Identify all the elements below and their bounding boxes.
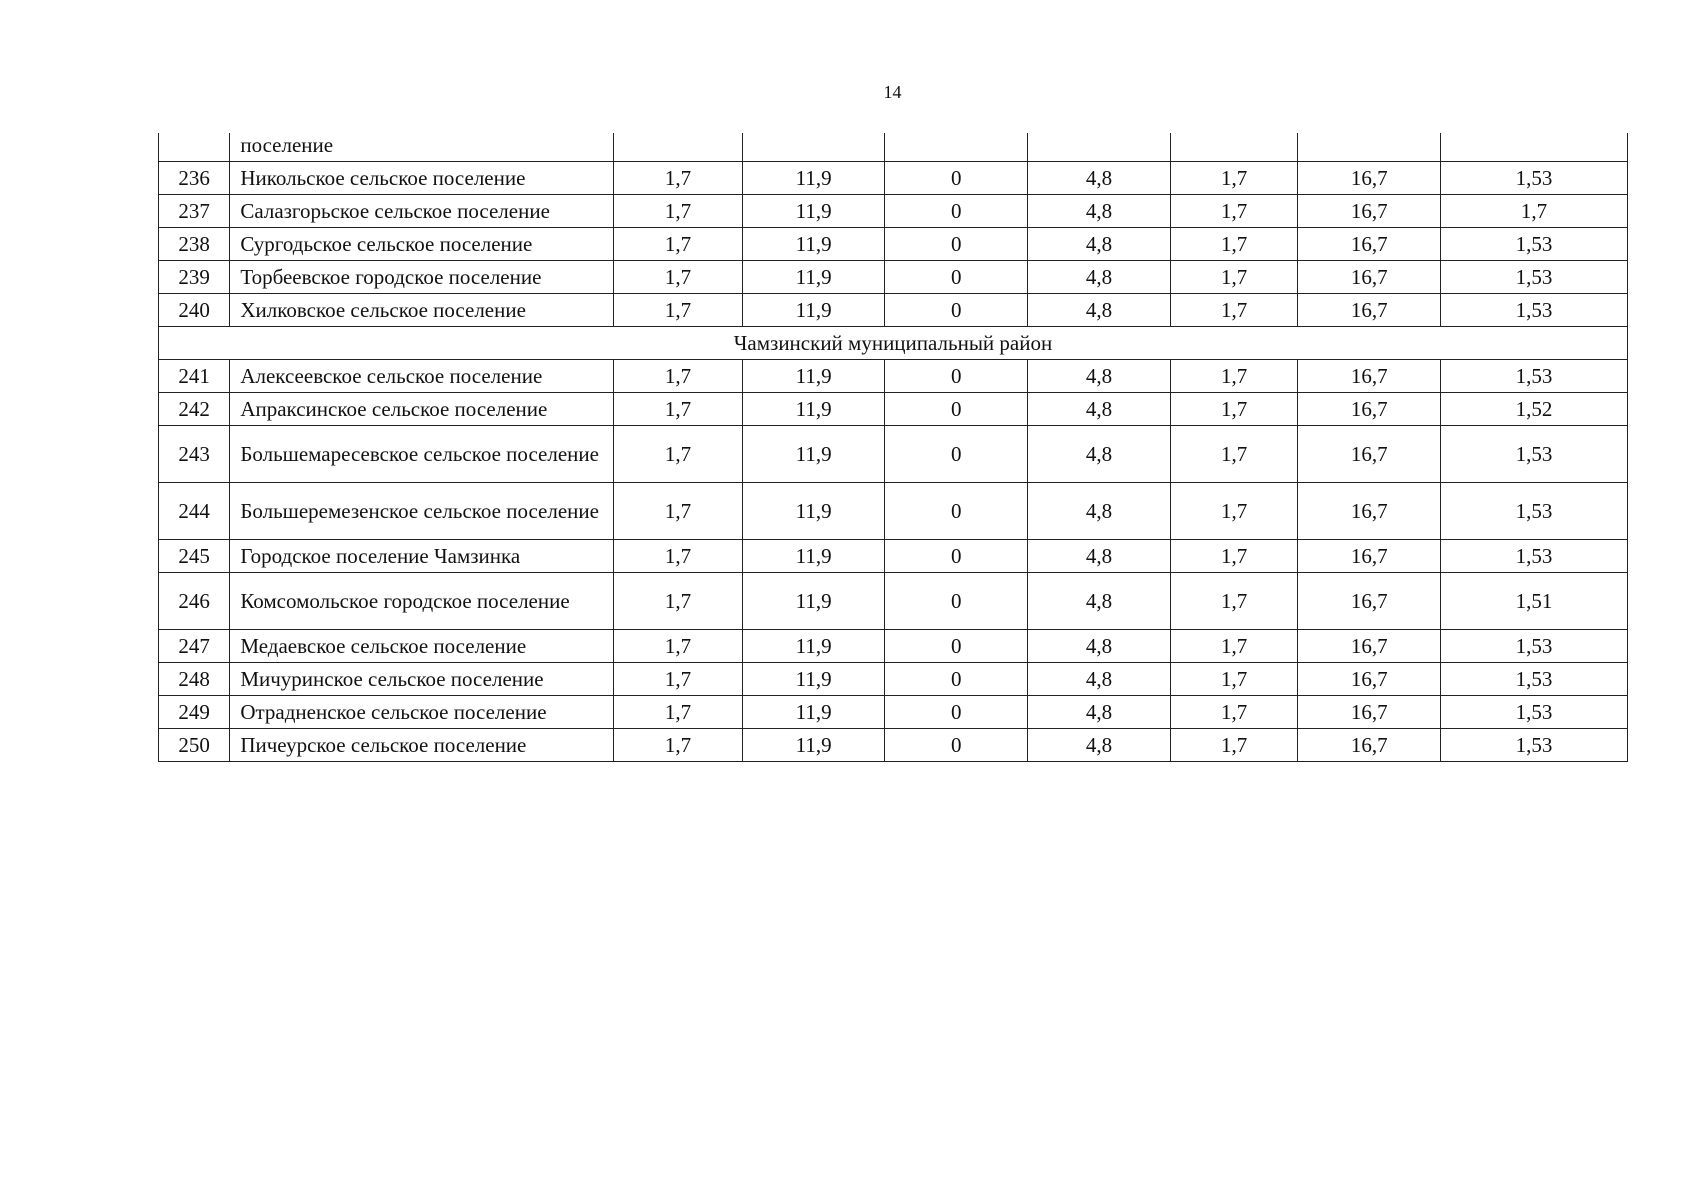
cell-num: 236 — [159, 162, 230, 195]
cell-value-4: 4,8 — [1028, 696, 1171, 729]
cell-value-3: 0 — [885, 663, 1028, 696]
cell-value-7: 1,51 — [1441, 573, 1628, 630]
cell-value-1: 1,7 — [614, 426, 743, 483]
cell-value-2: 11,9 — [742, 360, 885, 393]
table-row — [159, 729, 1628, 762]
cell-value-7: 1,53 — [1441, 360, 1628, 393]
cell-value-5: 1,7 — [1170, 261, 1298, 294]
cell-value-7: 1,7 — [1441, 195, 1628, 228]
cell-value-6: 16,7 — [1298, 294, 1441, 327]
cell-num: 248 — [159, 663, 230, 696]
cell-value-6: 16,7 — [1298, 663, 1441, 696]
cell-value-3: 0 — [885, 426, 1028, 483]
cell-name: Отрадненское сельское поселение — [230, 696, 614, 729]
cell-name: Большеремезенское сельское поселение — [230, 483, 614, 540]
cell-value-1: 1,7 — [614, 663, 743, 696]
cell-num — [159, 133, 230, 162]
cell-name: Салазгорьское сельское поселение — [230, 195, 614, 228]
cell-value-1: 1,7 — [614, 540, 743, 573]
cell-value-7: 1,53 — [1441, 162, 1628, 195]
cell-value-1: 1,7 — [614, 573, 743, 630]
cell-value-4: 4,8 — [1028, 630, 1171, 663]
cell-value-7: 1,53 — [1441, 228, 1628, 261]
page-number: 14 — [883, 82, 902, 102]
cell-name: Большемаресевское сельское поселение — [230, 426, 614, 483]
cell-value-6: 16,7 — [1298, 696, 1441, 729]
cell-value-3: 0 — [885, 228, 1028, 261]
cell-value-4: 4,8 — [1028, 573, 1171, 630]
cell-value-5: 1,7 — [1170, 483, 1298, 540]
cell-value-2: 11,9 — [742, 630, 885, 663]
cell-value-1: 1,7 — [614, 630, 743, 663]
cell-name: Апраксинское сельское поселение — [230, 393, 614, 426]
cell-value-3: 0 — [885, 630, 1028, 663]
table-row — [159, 630, 1628, 663]
table-row — [159, 162, 1628, 195]
cell-value-6: 16,7 — [1298, 573, 1441, 630]
settlements-table — [158, 133, 1628, 762]
cell-value-7: 1,53 — [1441, 261, 1628, 294]
cell-value-2: 11,9 — [742, 663, 885, 696]
cell-value-7: 1,53 — [1441, 696, 1628, 729]
cell-value-7: 1,53 — [1441, 630, 1628, 663]
cell-value-1: 1,7 — [614, 195, 743, 228]
cell-value-5: 1,7 — [1170, 540, 1298, 573]
cell-value-5: 1,7 — [1170, 426, 1298, 483]
cell-value-3: 0 — [885, 729, 1028, 762]
cell-value-2: 11,9 — [742, 426, 885, 483]
table-row — [159, 663, 1628, 696]
cell-value-2: 11,9 — [742, 540, 885, 573]
cell-value-4: 4,8 — [1028, 393, 1171, 426]
cell-value-2: 11,9 — [742, 393, 885, 426]
cell-value-7: 1,52 — [1441, 393, 1628, 426]
cell-value-1: 1,7 — [614, 360, 743, 393]
cell-name: Хилковское сельское поселение — [230, 294, 614, 327]
cell-value-5: 1,7 — [1170, 663, 1298, 696]
cell-value-3: 0 — [885, 195, 1028, 228]
cell-name: Пичеурское сельское поселение — [230, 729, 614, 762]
cell-num: 243 — [159, 426, 230, 483]
cell-num: 249 — [159, 696, 230, 729]
cell-name: поселение — [230, 133, 614, 162]
cell-value-3: 0 — [885, 696, 1028, 729]
cell-value-2: 11,9 — [742, 573, 885, 630]
table-row — [159, 483, 1628, 540]
table-row — [159, 573, 1628, 630]
cell-name: Комсомольское городское поселение — [230, 573, 614, 630]
cell-value-4: 4,8 — [1028, 228, 1171, 261]
cell-value-3: 0 — [885, 573, 1028, 630]
cell-value-4: 4,8 — [1028, 540, 1171, 573]
cell-value-2: 11,9 — [742, 228, 885, 261]
cell-value-1: 1,7 — [614, 261, 743, 294]
cell-value-4: 4,8 — [1028, 195, 1171, 228]
cell-num: 238 — [159, 228, 230, 261]
cell-value-6: 16,7 — [1298, 261, 1441, 294]
cell-value-5: 1,7 — [1170, 573, 1298, 630]
table-row — [159, 294, 1628, 327]
cell-value-3: 0 — [885, 261, 1028, 294]
cell-value-5: 1,7 — [1170, 360, 1298, 393]
cell-value-4: 4,8 — [1028, 261, 1171, 294]
cell-value-6: 16,7 — [1298, 630, 1441, 663]
cell-value-2: 11,9 — [742, 294, 885, 327]
cell-value-1: 1,7 — [614, 228, 743, 261]
cell-value-7: 1,53 — [1441, 294, 1628, 327]
cell-value-6: 16,7 — [1298, 195, 1441, 228]
cell-num: 239 — [159, 261, 230, 294]
cell-value-2: 11,9 — [742, 729, 885, 762]
cell-value-5: 1,7 — [1170, 696, 1298, 729]
table-row — [159, 195, 1628, 228]
cell-value-5: 1,7 — [1170, 630, 1298, 663]
cell-value-5: 1,7 — [1170, 228, 1298, 261]
table-body — [159, 133, 1628, 762]
table-row — [159, 228, 1628, 261]
cell-value-4: 4,8 — [1028, 729, 1171, 762]
cell-value-1: 1,7 — [614, 393, 743, 426]
cell-name: Городское поселение Чамзинка — [230, 540, 614, 573]
cell-value-4: 4,8 — [1028, 663, 1171, 696]
cell-value-6: 16,7 — [1298, 393, 1441, 426]
cell-value-6: 16,7 — [1298, 729, 1441, 762]
cell-value-6: 16,7 — [1298, 483, 1441, 540]
section-row — [159, 327, 1628, 360]
cell-value-3: 0 — [885, 540, 1028, 573]
cell-value-6: 16,7 — [1298, 228, 1441, 261]
cell-num: 247 — [159, 630, 230, 663]
table-row — [159, 261, 1628, 294]
cell-value-7: 1,53 — [1441, 663, 1628, 696]
cell-value-4: 4,8 — [1028, 360, 1171, 393]
cell-value-3: 0 — [885, 393, 1028, 426]
continuation-row — [159, 133, 1628, 162]
cell-value-5: 1,7 — [1170, 729, 1298, 762]
cell-name: Медаевское сельское поселение — [230, 630, 614, 663]
cell-value-1: 1,7 — [614, 729, 743, 762]
cell-value-6: 16,7 — [1298, 540, 1441, 573]
cell-value-5: 1,7 — [1170, 294, 1298, 327]
section-title: Чамзинский муниципальный район — [159, 327, 1628, 360]
cell-value-5: 1,7 — [1170, 162, 1298, 195]
table-row — [159, 360, 1628, 393]
cell-name: Торбеевское городское поселение — [230, 261, 614, 294]
cell-num: 241 — [159, 360, 230, 393]
cell-value-4: 4,8 — [1028, 294, 1171, 327]
cell-num: 246 — [159, 573, 230, 630]
table-row — [159, 426, 1628, 483]
cell-value-6: 16,7 — [1298, 360, 1441, 393]
table-row — [159, 540, 1628, 573]
cell-value-2: 11,9 — [742, 195, 885, 228]
cell-num: 245 — [159, 540, 230, 573]
cell-value-3: 0 — [885, 294, 1028, 327]
cell-name: Алексеевское сельское поселение — [230, 360, 614, 393]
cell-value-2: 11,9 — [742, 483, 885, 540]
cell-value-1: 1,7 — [614, 696, 743, 729]
cell-value-4: 4,8 — [1028, 162, 1171, 195]
cell-value-6: 16,7 — [1298, 426, 1441, 483]
cell-num: 244 — [159, 483, 230, 540]
cell-value-2: 11,9 — [742, 162, 885, 195]
cell-value-3: 0 — [885, 360, 1028, 393]
cell-num: 237 — [159, 195, 230, 228]
cell-value-7: 1,53 — [1441, 540, 1628, 573]
cell-value-4: 4,8 — [1028, 483, 1171, 540]
cell-num: 250 — [159, 729, 230, 762]
cell-value-3: 0 — [885, 483, 1028, 540]
cell-value-7: 1,53 — [1441, 483, 1628, 540]
table-row — [159, 696, 1628, 729]
cell-value-5: 1,7 — [1170, 195, 1298, 228]
cell-value-1: 1,7 — [614, 162, 743, 195]
cell-name: Никольское сельское поселение — [230, 162, 614, 195]
cell-value-1: 1,7 — [614, 483, 743, 540]
cell-value-2: 11,9 — [742, 261, 885, 294]
cell-name: Сургодьское сельское поселение — [230, 228, 614, 261]
cell-value-7: 1,53 — [1441, 729, 1628, 762]
cell-value-7: 1,53 — [1441, 426, 1628, 483]
cell-value-5: 1,7 — [1170, 393, 1298, 426]
cell-value-1: 1,7 — [614, 294, 743, 327]
cell-value-4: 4,8 — [1028, 426, 1171, 483]
cell-name: Мичуринское сельское поселение — [230, 663, 614, 696]
cell-value-3: 0 — [885, 162, 1028, 195]
cell-value-2: 11,9 — [742, 696, 885, 729]
cell-num: 242 — [159, 393, 230, 426]
cell-value-6: 16,7 — [1298, 162, 1441, 195]
cell-num: 240 — [159, 294, 230, 327]
table-row — [159, 393, 1628, 426]
